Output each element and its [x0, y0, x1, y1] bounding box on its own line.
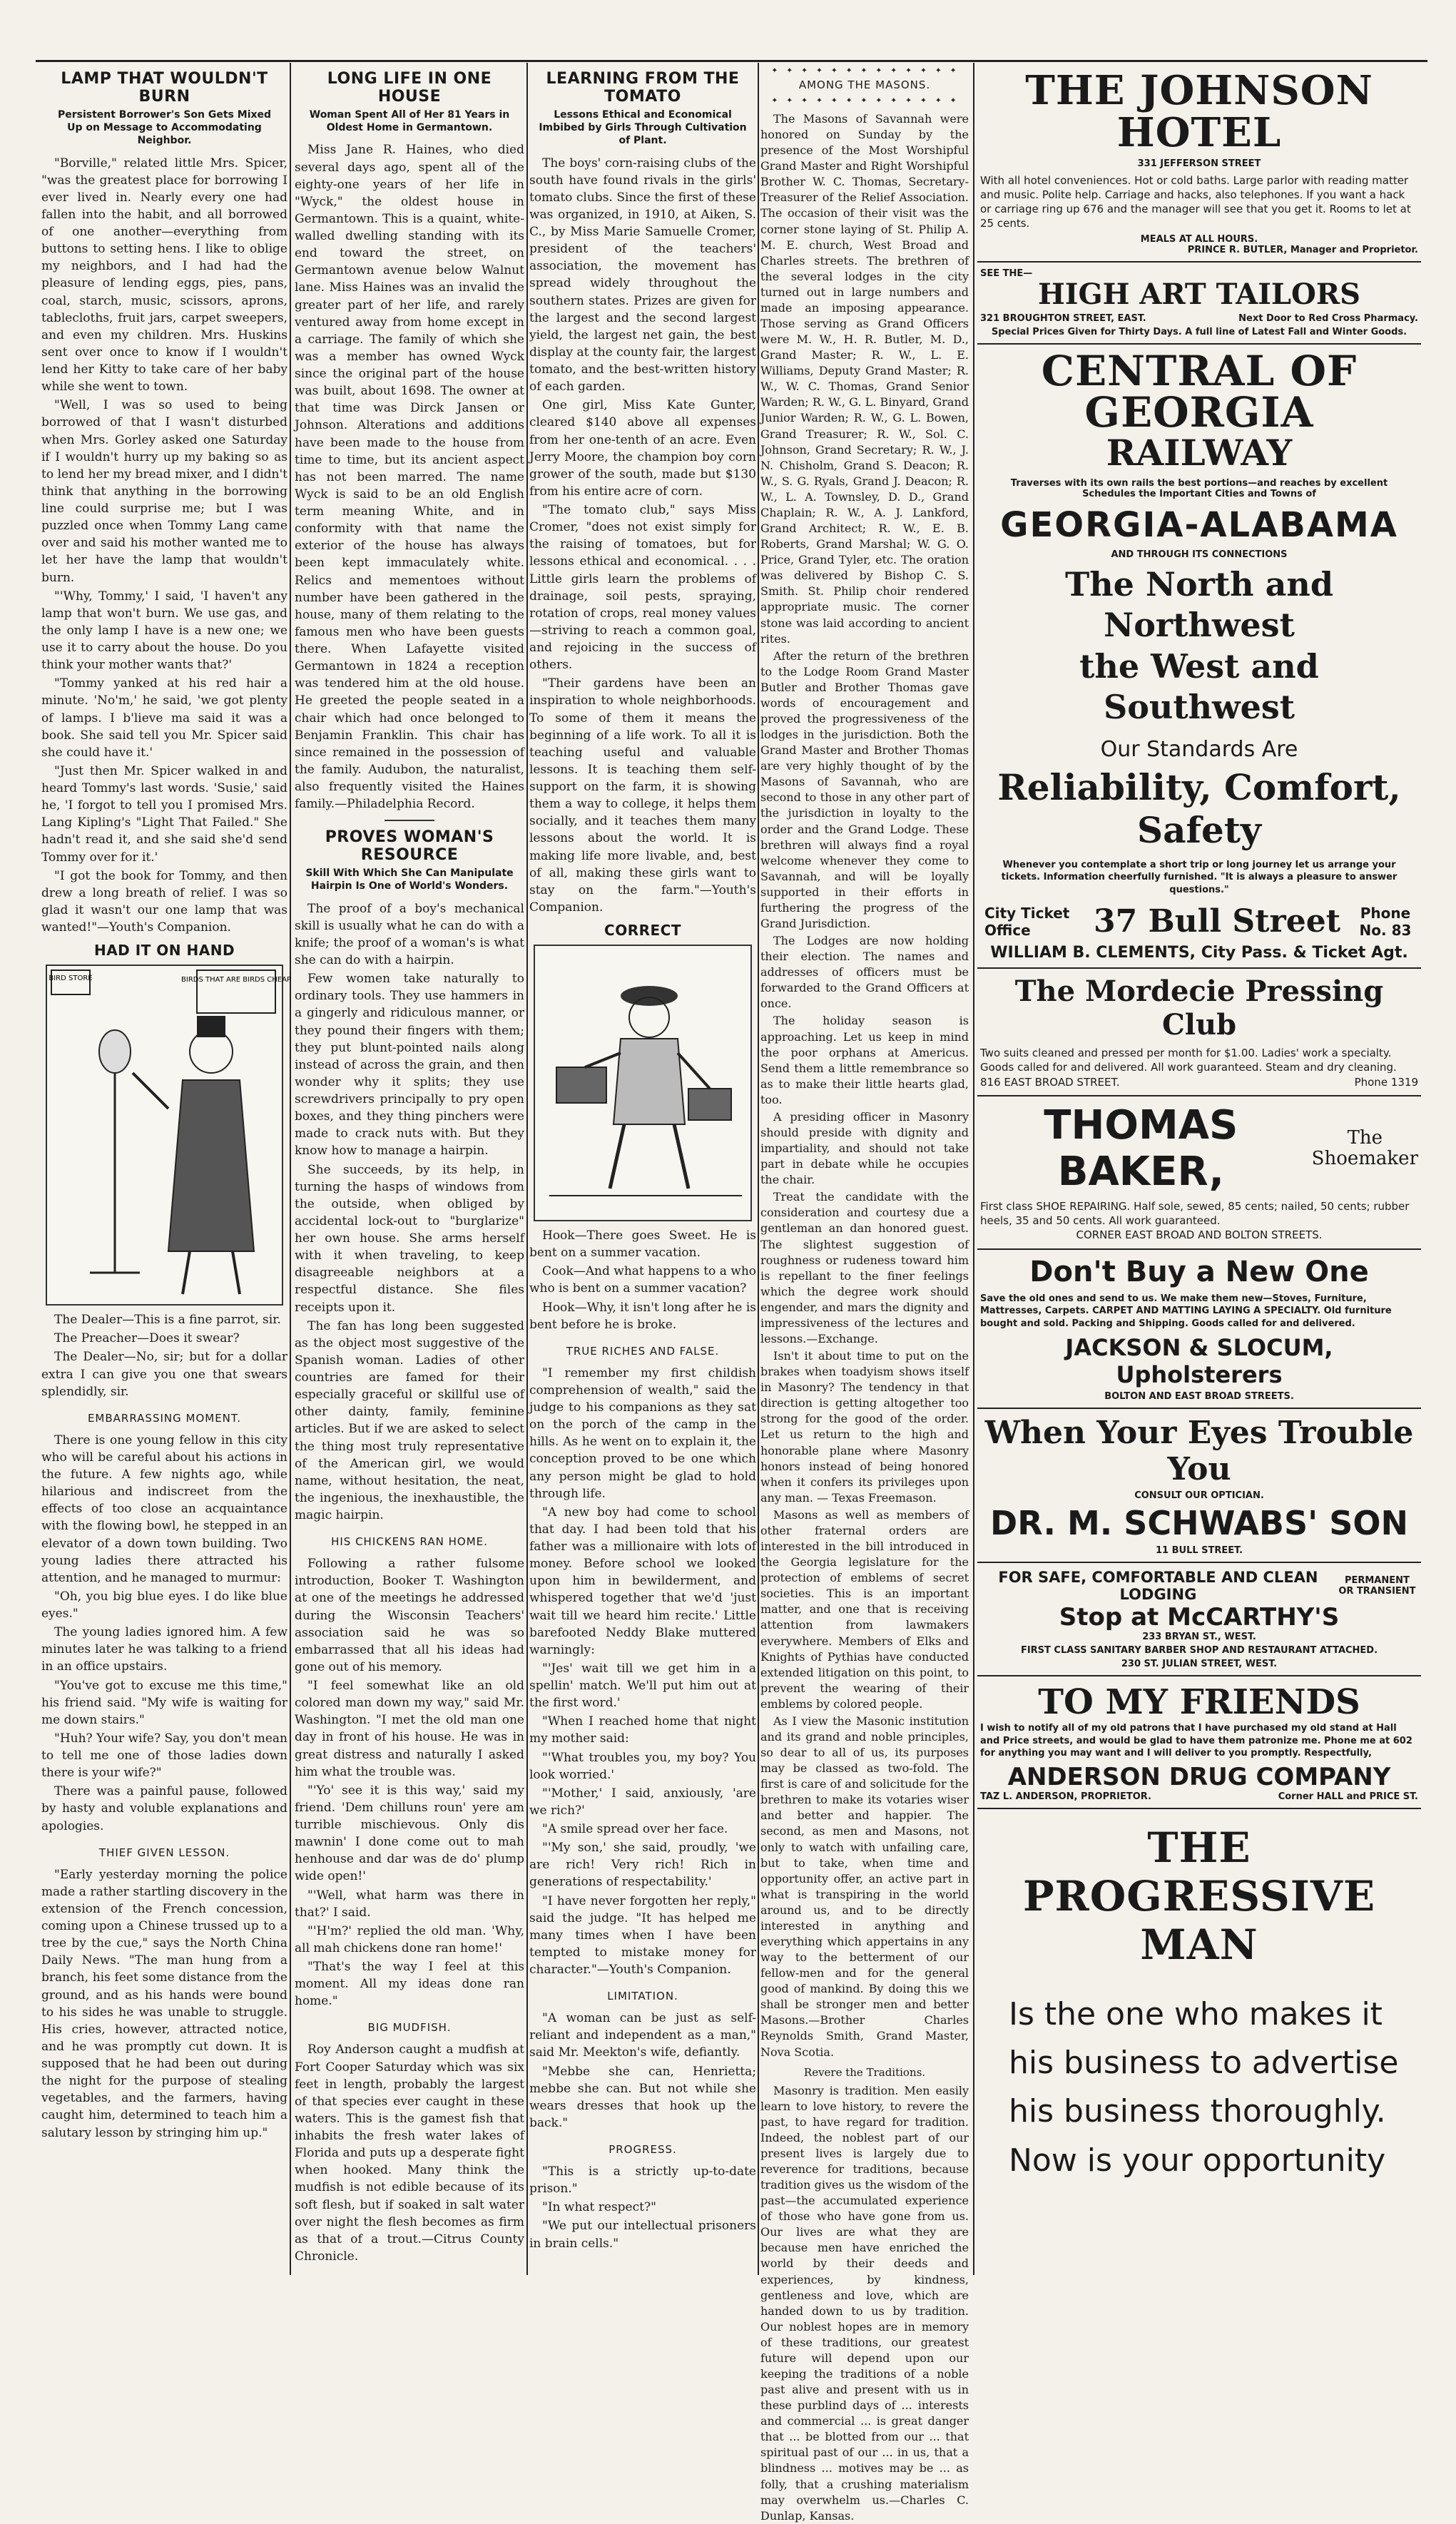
ad-headline: Reliability, Comfort, Safety	[997, 765, 1401, 851]
article-body	[529, 2010, 756, 2132]
ad-headline: GEORGIA-ALABAMA	[1000, 504, 1398, 545]
ad-address: BOLTON AND EAST BROAD STREETS.	[1104, 1391, 1294, 1403]
paragraph: "'Jes' wait till we get him in a spellin' match. We'll put him out at the first word.'	[529, 1661, 756, 1711]
ad-address: 816 EAST BROAD STREET.	[980, 1075, 1120, 1089]
parrot-cartoon-illustration	[47, 966, 291, 1301]
jackson-slocum-ad	[977, 1250, 1421, 1410]
paragraph: "I have never forgotten her reply," said the judge. "It has helped me many times when I have been tempted to mistake money for character."—Youth's Companion.	[529, 1893, 756, 1978]
article-subtitle: Lessons Ethical and Economical Imbibed by Girls Through Cultivation of Plant.	[539, 109, 747, 147]
ad-headline: When Your Eyes Trouble You	[984, 1415, 1414, 1488]
ad-address: 11 BULL STREET.	[1155, 1545, 1243, 1557]
paragraph: "Borville," related little Mrs. Spicer, "was the greatest place for borrowing I ever lived in. Nearly every one had fallen into the habit, and all borrowed of one another—everything from buttons to setting hens. I like to oblige my neighbors, and I had had the pleasure of lending eggs, pies, pans, coal, starch, music, scissors, aprons, tablecloths, fruit jars, carpet sweepers, and even my children. Mrs. Huskins sent over once to know if I wouldn't lend her Kitty to take care of her baby while she went to town.	[41, 156, 287, 395]
article-body	[41, 1866, 287, 2142]
article-title: TRUE RICHES AND FALSE.	[566, 1344, 720, 1358]
paragraph: "Mebbe she can, Henrietta; mebbe she can. But not while she wears dresses that hook up the back."	[529, 2064, 756, 2130]
paragraph: "When I reached home that night my mother said:	[529, 1714, 756, 1746]
ad-text: Traverses with its own rails the best portions—and reaches by excellent Schedules the Important Cities and Towns of	[1010, 477, 1388, 499]
high-art-tailors-ad	[977, 263, 1421, 345]
johnson-hotel-ad	[977, 64, 1421, 263]
paragraph: "'Why, Tommy,' I said, 'I haven't any lamp that won't burn. We use gas, and the only lamp I have is a new one; we use it to carry about the house. Do you think your mother wants that?'	[41, 589, 287, 673]
column-rule	[973, 63, 974, 2275]
ad-headline: THE PROGRESSIVE MAN	[1022, 1823, 1376, 1970]
article-title: LONG LIFE IN ONE HOUSE	[327, 70, 492, 106]
advertisements-column	[977, 64, 1421, 2269]
paragraph: The holiday season is approaching. Let us keep in mind the poor orphans at Americus. Send them a little remembrance so as to make their little hearts glad, too.	[760, 1014, 969, 1106]
paragraph: Roy Anderson caught a mudfish at Fort Cooper Saturday which was six feet in length, probably the largest of that species ever caught in these waters. This is the gamest fish that inhabits the fresh water lakes of Florida and puts up a desperate fight when hooked. Many think the mudfish is not edible because of its soft flesh, but if soaked in salt water over night the flesh becomes as firm as that of a trout.—Citrus County Chronicle.	[295, 2042, 524, 2264]
paragraph: After the return of the brethren to the Lodge Room Grand Master Butler and Brother Thomas gave words of encouragement and proved the progressiveness of the lodges in the jurisdiction. Both the Grand Master and Brother Thomas are very highly thought of by the Masons of Savannah, who are second to those in any other part of the jurisdiction in loyalty to the order and the Grand Lodge. These brethren will always find a royal welcome whenever they come to Savannah, and will be loyally supported in their efforts in furthering the progress of the Grand Jurisdiction.	[760, 648, 969, 930]
paragraph: Hook—Why, it isn't long after he is bent before he is broke.	[529, 1300, 756, 1332]
ad-headline: DR. M. SCHWABS' SON	[990, 1504, 1408, 1543]
column-1	[41, 64, 291, 2269]
paragraph: "Tommy yanked at his red hair a minute. 'No'm,' he said, 'we got plenty of lamps. I b'lieve ma said it was a book. She said tell you Mr. Spicer said she could have it.'	[41, 676, 287, 760]
column-2	[295, 64, 524, 2269]
ad-text: SEE THE—	[980, 268, 1033, 279]
ad-address-row	[980, 1075, 1418, 1089]
cartoon-caption	[529, 1227, 756, 1333]
traveler-cartoon-illustration	[535, 946, 750, 1217]
mordecie-pressing-club-ad	[977, 969, 1421, 1096]
ad-headline: TO MY FRIENDS	[1038, 1682, 1360, 1723]
ad-text: FIRST CLASS SANITARY BARBER SHOP AND RESTAURANT ATTACHED.	[1020, 1645, 1378, 1657]
ad-text: Phone 1319	[1354, 1075, 1418, 1089]
article-title: LAMP THAT WOULDN'T BURN	[61, 70, 268, 106]
paragraph: One girl, Miss Kate Gunter, cleared $140 above all expenses from her one-tenth of an acre. Even Jerry Moore, the champion boy corn grower of the south, made but $130 from his entire acre of corn.	[529, 398, 756, 499]
star-border: ✦ ✦ ✦ ✦ ✦ ✦ ✦ ✦ ✦ ✦ ✦ ✦ ✦	[771, 94, 958, 106]
ad-headline: Don't Buy a New One	[1029, 1255, 1369, 1288]
ad-text: Two suits cleaned and pressed per month for $1.00. Ladies' work a specialty. Goods called for and delivered. All work guaranteed. Steam and dry cleaning.	[980, 1047, 1397, 1074]
ad-text: Phone No. 83	[1359, 904, 1412, 939]
progressive-man-ad	[977, 1809, 1421, 2191]
ad-text: WILLIAM B. CLEMENTS, City Pass. & Ticket Agt.	[990, 944, 1408, 962]
article-body	[295, 900, 524, 1525]
railway-name: RAILWAY	[1106, 431, 1293, 474]
paragraph: The boys' corn-raising clubs of the south have found rivals in the girls' tomato clubs. Since the first of these was organized, in 1910, at Aiken, S. C., by Miss Marie Samuelle Cromer, president of the teachers' association, the movement has spread widely throughout the southern states. Prizes are given for the largest and the second largest yield, the largest net gain, the best display at the county fair, the largest tomato, and the best-written history of each garden.	[529, 156, 756, 395]
paragraph: "A smile spread over her face.	[542, 1822, 728, 1837]
column-rule	[290, 63, 291, 2275]
ad-headline: HIGH ART TAILORS	[1037, 277, 1361, 311]
article-body	[529, 2163, 756, 2252]
ad-headline-row	[980, 1569, 1418, 1603]
paragraph: "'What troubles you, my boy? You look worried.'	[529, 1750, 756, 1782]
paragraph: "Their gardens have been an inspiration to whole neighborhoods. To some of them it means the beginning of a life work. To all it is teaching useful and valuable lessons. It is teaching them self-support on the farm, it is showing them a way to college, it helps them socially, and it teaches them many lessons about the world. It is making life more livable, and, best of all, making these girls want to stay on the farm."—Youth's Companion.	[529, 676, 756, 915]
paragraph: "'Yo' see it is this way,' said my friend. 'Dem chilluns roun' yere am turrible mischievous. Only dis mawnin' I done come out to mah henhouse and dar was de do' plump wide open!'	[295, 1783, 524, 1884]
cartoon-title: CORRECT	[604, 922, 681, 940]
star-border: ✦ ✦ ✦ ✦ ✦ ✦ ✦ ✦ ✦ ✦ ✦ ✦ ✦	[771, 64, 958, 76]
paragraph: "You've got to excuse me this time," his friend said. "My wife is waiting for me down stairs."	[41, 1678, 287, 1727]
paragraph: Cook—And what happens to a who who is bent on a summer vacation?	[529, 1264, 756, 1296]
article-title: BIG MUDFISH.	[367, 2021, 452, 2035]
ad-headline: THOMAS BAKER,	[1044, 1101, 1238, 1195]
article-subtitle: Woman Spent All of Her 81 Years in Oldest Home in Germantown.	[309, 109, 510, 134]
ad-text: TAZ L. ANDERSON, PROPRIETOR.	[980, 1791, 1151, 1803]
ad-text: AND THROUGH ITS CONNECTIONS	[1111, 549, 1288, 560]
column-rule	[526, 63, 528, 2275]
article-subtitle: Skill With Which She Can Manipulate Hairpin Is One of World's Wonders.	[305, 867, 514, 892]
article-title: THIEF GIVEN LESSON.	[98, 1846, 230, 1859]
paragraph: "That's the way I feel at this moment. All my ideas done ran home."	[295, 1960, 524, 2009]
ad-text: PRINCE R. BUTLER, Manager and Proprietor.	[1187, 244, 1418, 255]
subsection-title: Revere the Traditions.	[803, 2065, 926, 2079]
ad-text	[980, 1990, 1418, 2185]
ad-text: With all hotel conveniences. Hot or cold baths. Large parlor with reading matter and music. Polite help. Carriage and hacks, also telephones. If you want a hack or carriage ring up 676 and the manager will see that you get it. Rooms to let at 25 cents.	[980, 173, 1411, 230]
paragraph: "Well, I was so used to being borrowed of that I wasn't disturbed when Mrs. Gorley asked one Saturday if I wouldn't hurry up my baking so as to lend her my bread mixer, and I didn't think that anything in the borrowing line could surprise me; but I was puzzled once when Tommy Lang came over and said his mother wanted me to let her have the lamp that wouldn't burn.	[41, 398, 287, 585]
ad-text: The	[1347, 1127, 1383, 1149]
ad-text: MEALS AT ALL HOURS.	[1140, 233, 1258, 245]
paragraph: Few women take naturally to ordinary tools. They use hammers in a gingerly and ridiculous manner, or they pound their fingers with them; they put blunt-pointed nails along instead of across the grain, and then wonder why it splits; they use screwdrivers principally to pry open boxes, and they thing pinchers were made to crack nuts with. But they know how to manage a hairpin.	[295, 972, 524, 1159]
paragraph: "'H'm?' replied the old man. 'Why, all mah chickens done ran home!'	[295, 1923, 524, 1955]
central-of-georgia-railway-ad	[977, 345, 1421, 970]
thomas-baker-ad	[977, 1096, 1421, 1250]
paragraph: "This is a strictly up-to-date prison."	[529, 2164, 756, 2197]
ad-address: 331 JEFFERSON STREET	[1137, 158, 1261, 169]
ad-line: his business thoroughly.	[1009, 2093, 1386, 2130]
ad-text: Next Door to Red Cross Pharmacy.	[1238, 312, 1418, 324]
cartoon-caption	[41, 1311, 287, 1400]
caption-line: The Preacher—Does it swear?	[54, 1331, 240, 1346]
paragraph: The fan has long been suggested as the object most suggestive of the Spanish woman. Ladies of other countries are famed for their especially graceful or skillful use of other dainty, family, feminine articles. But if we are asked to select the thing most truly representative of the American girl, we would name, without hesitation, the neat, the ingenious, the inexhaustible, the magic hairpin.	[295, 1318, 524, 1522]
paragraph: "We put our intellectual prisoners in brain cells."	[529, 2219, 756, 2251]
paragraph: "'My son,' she said, proudly, 'we are rich! Very rich! Rich in generations of respectability.'	[529, 1841, 756, 1890]
paragraph: "The tomato club," says Miss Cromer, "does not exist simply for the raising of tomatoes, but for lessons ethical and economical. . . . Little girls learn the problems of drainage, soil pests, spraying, rotation of crops, real money values—striving to reach a common goal, and rejoicing in the success of others.	[529, 503, 756, 673]
ad-address-row	[980, 1791, 1418, 1802]
article-subtitle: Persistent Borrower's Son Gets Mixed Up on Message to Accommodating Neighbor.	[57, 109, 272, 147]
ad-address: Corner HALL and PRICE ST.	[1278, 1791, 1418, 1803]
ad-text: CONSULT OUR OPTICIAN.	[1134, 1490, 1264, 1502]
article-body	[529, 155, 756, 917]
caption-line: The Dealer—No, sir; but for a dollar extra I can give you one that swears splendidly, sir.	[41, 1350, 287, 1399]
mccarthy-lodging-ad	[977, 1563, 1421, 1676]
paragraph: Isn't it about time to put on the brakes when toadyism shows itself in Masonry? The tendency in that direction is getting altogether too strong for the good of the order. Let us return to the high and honorable plane where Masonry honors instead of being honored when it confers its privileges upon any man. — Texas Freemason.	[760, 1349, 969, 1505]
column-4	[760, 64, 969, 2523]
paragraph: Masonry is tradition. Men easily learn to love history, to revere the past, to have regard for tradition. Indeed, the noblest part of our present lives is largely due to reverence for traditions, because tradition gives us the wisdom of the past—the accumulated experience of those who have gone from us. Our lives are what they are because men have enriched the world by their deeds and experiences, by kindness, gentleness and love, which are handed down to us by tradition. Our noblest hopes are in memory of these traditions, our greatest future will depend upon our keeping the traditions of a noble past alive and present with us in these purblind days of ... interests and commercial ... is great danger that ... be blotted from our ... that spiritual past of our ... in us, that a blindness ... motives may be ... as folly, that a crushing materialism may overwhelm us.—Charles C. Dunlap, Kansas.	[760, 2083, 969, 2523]
ad-text: Shoemaker	[1311, 1147, 1418, 1169]
article-body	[760, 2083, 969, 2524]
paragraph: The Lodges are now holding their election. The names and addresses of officers must be forwarded to the Grand Officers at once.	[760, 934, 969, 1011]
paragraph: "I remember my first childish comprehension of wealth," said the judge to his companions as they sat on the porch of the camp in the hills. As he went on to explain it, the conception proved to be one which any person might be glad to hold through life.	[529, 1365, 756, 1501]
paragraph: "A new boy had come to school that day. I had been told that his father was a millionaire with lots of money. Before school we looked upon him in bewilderment, and whispered together that we'd 'just wait till we heard him recite.' Little barefooted Neddy Blake muttered warningly:	[529, 1505, 756, 1657]
ad-text: First class SHOE REPAIRING. Half sole, sewed, 85 cents; nailed, 50 cents; rubber heels, 35 and 50 cents. All work guaranteed.	[980, 1199, 1410, 1228]
article-body	[41, 155, 287, 937]
ad-address: CORNER EAST BROAD AND BOLTON STREETS.	[1076, 1228, 1323, 1242]
article-body	[295, 2041, 524, 2265]
article-title: AMONG THE MASONS.	[798, 78, 931, 91]
ad-line: Now is your opportunity	[1009, 2142, 1386, 2179]
paragraph: "'Well, what harm was there in that?' I said.	[295, 1888, 524, 1920]
paragraph: "I got the book for Tommy, and then drew a long breath of relief. I was so glad it wasn't our one lamp that was wanted!"—Youth's Companion.	[41, 868, 287, 935]
railway-name: CENTRAL OF GEORGIA	[1041, 346, 1358, 437]
ad-headline: ANDERSON DRUG COMPANY	[1007, 1763, 1391, 1792]
article-body	[760, 111, 969, 2060]
ad-address: 230 ST. JULIAN STREET, WEST.	[1121, 1659, 1278, 1670]
ad-address: 233 BRYAN ST., WEST.	[1142, 1632, 1256, 1643]
paragraph: There is one young fellow in this city who will be careful about his actions in the future. A few nights ago, while hilarious and indiscreet from the effects of too close an acquaintance with the flowing bowl, he stepped in an elevator of a down town building. Two young ladies there attracted his attention, and he managed to murmur:	[41, 1433, 287, 1585]
ad-headline: The Mordecie Pressing Club	[1014, 975, 1384, 1042]
divider	[385, 820, 434, 821]
anderson-drug-ad	[977, 1676, 1421, 1809]
ad-headline: the West and Southwest	[1079, 646, 1319, 727]
article-title: LEARNING FROM THE TOMATO	[546, 70, 740, 106]
ad-text: Save the old ones and send to us. We make them new—Stoves, Furniture, Mattresses, Carpets. CARPET AND MATTING LAYING A SPECIALTY. Old furniture bought and sold. Packing and Shipping. Goods called for and delivered.	[980, 1293, 1392, 1329]
paragraph: There was a painful pause, followed by hasty and voluble explanations and apologies.	[41, 1784, 287, 1833]
paragraph: Treat the candidate with the consideration and courtesy due a gentleman an dan honored guest. The slightest suggestion of roughness or rudeness toward him is repellant to the finer feelings which the degree work should engender, and mars the dignity and impressiveness of the lectures and lessons.—Exchange.	[760, 1190, 969, 1346]
ad-text: Our Standards Are	[1100, 736, 1298, 762]
article-body	[295, 141, 524, 813]
ticket-office-row	[980, 903, 1418, 940]
cartoon-title: HAD IT ON HAND	[93, 942, 235, 960]
caption-line: The Dealer—This is a fine parrot, sir.	[54, 1313, 281, 1328]
ad-text	[1312, 1128, 1418, 1169]
ad-headline-row	[980, 1102, 1418, 1195]
ad-text: I wish to notify all of my old patrons that I have purchased my old stand at Hall and Price streets, and would be glad to have them patronize me. Phone me at 602 for anything you may want and I will deliver to you promptly. Respectfully,	[980, 1723, 1412, 1759]
paragraph: "'Mother,' I said, anxiously, 'are we rich?'	[529, 1786, 756, 1818]
ad-text: Special Prices Given for Thirty Days. A full line of Latest Fall and Winter Goods.	[991, 326, 1407, 337]
ad-headline: The North and Northwest	[1064, 564, 1334, 645]
article-body	[41, 1432, 287, 1835]
ad-address-row	[980, 313, 1418, 324]
column-rule	[758, 63, 759, 2275]
schwab-optician-ad	[977, 1409, 1421, 1563]
column-3	[529, 64, 756, 2269]
paragraph: "Oh, you big blue eyes. I do like blue eyes."	[41, 1589, 287, 1622]
article-body	[295, 1555, 524, 2010]
ad-headline: 37 Bull Street	[1093, 903, 1341, 940]
cartoon-sign: BIRD STORE	[49, 975, 93, 983]
paragraph: "I feel somewhat like an old colored man down my way," said Mr. Washington. "I met the old man one day in front of his house. He was in great distress and naturally I asked him what the trouble was.	[295, 1679, 524, 1779]
paragraph: "Just then Mr. Spicer walked in and heard Tommy's last words. 'Susie,' said he, 'I forgot to tell you I promised Mrs. Lang Kipling's "Light That Failed." She hadn't read it, and she said she'd send Tommy over for it.'	[41, 763, 287, 865]
ad-headline: THE JOHNSON HOTEL	[1025, 67, 1373, 156]
paragraph: Miss Jane R. Haines, who died several days ago, spent all of the eighty-one years of her life in "Wyck," the oldest house in Germantown. This is a quaint, white-walled dwelling standing with its end toward the street, on Germantown avenue below Walnut lane. Miss Haines was an invalid the greater part of her life, and rarely ventured away from home except in a carriage. The family of which she was a member has owned Wyck since the original part of the house was built, about 1698. The owner at that time was Dirck Jansen or Johnson. Alterations and additions have been made to the house from time to time, but its ancient aspect has not been marred. The name Wyck is said to be an old English term meaning White, and in conformity with that name the exterior of the house has always been kept immaculately white. Relics and mementoes without number have been gathered in the house, many of them relating to the famous men who have been guests there. When Lafayette visited Germantown in 1824 a reception was tendered him at the old house. He greeted the people seated in a chair which had once belonged to Benjamin Franklin. This chair has since remained in the possession of the family. Audubon, the naturalist, also frequently visited the Haines family.—Philadelphia Record.	[295, 143, 524, 812]
paragraph: Hook—There goes Sweet. He is bent on a summer vacation.	[529, 1228, 756, 1261]
paragraph: The proof of a boy's mechanical skill is usually what he can do with a knife; the proof of a woman's is what she can do with a hairpin.	[295, 901, 524, 967]
ad-line: his business to advertise	[1009, 2045, 1399, 2082]
traveler-cartoon	[534, 945, 752, 1221]
paragraph: As I view the Masonic institution and its grand and noble principles, so dear to all of us, its purposes may be classed as two-fold. The first is care of and solicitude for the brethren to make its votaries wiser and better and happier. The second, as men and Masons, not only to watch with unfailing care, but to take, when time and opportunity offer, an active part in what is transpiring in the world around us, and to be directly interested in anything and everything which appertains in any way to the betterment of our fellow-men and for the general good of mankind. By doing this we shall be stronger men and better Masons.—Brother Charles Reynolds Smith, Grand Master, Nova Scotia.	[760, 1714, 969, 2059]
parrot-cartoon	[46, 965, 291, 1306]
article-title: LIMITATION.	[607, 1990, 678, 2003]
paragraph: Masons as well as members of other fraternal orders are interested in the bill introduced in the Georgia legislature for the protection of emblems of secret societies. This is an important matter, and one that is receiving attention from lawmakers everywhere. Members of Elks and Knights of Pythias have conducted extended litigation on this point, to prevent the wearing of their emblems by colored people.	[760, 1507, 969, 1711]
paragraph: A presiding officer in Masonry should preside with dignity and impartiality, and should not take part in debate while he occupies the chair.	[760, 1109, 969, 1187]
article-body	[529, 1365, 756, 1978]
article-title: HIS CHICKENS RAN HOME.	[331, 1535, 488, 1549]
paragraph: "Huh? Your wife? Say, you don't mean to tell me one of those ladies down there is your wife?"	[41, 1731, 287, 1781]
ad-address: 321 BROUGHTON STREET, EAST.	[980, 312, 1146, 324]
ad-headline: Stop at McCARTHY'S	[1059, 1603, 1340, 1632]
paragraph: "In what respect?"	[542, 2200, 656, 2215]
ad-text: PERMANENT OR TRANSIENT	[1338, 1575, 1416, 1597]
article-title: PROVES WOMAN'S RESOURCE	[325, 828, 494, 865]
paragraph: She succeeds, by its help, in turning the hasps of windows from the outside, when obliged by accidental lock-out to "burglarize" her own house. She arms herself with it when traveling, to keep disagreeable neighbors at a respectful distance. She files receipts upon it.	[295, 1162, 524, 1315]
ad-text: FOR SAFE, COMFORTABLE AND CLEAN LODGING	[998, 1569, 1318, 1604]
ad-line: Is the one who makes it	[1009, 1996, 1383, 2033]
article-title: EMBARRASSING MOMENT.	[87, 1411, 242, 1425]
ad-text: Whenever you contemplate a short trip or long journey let us arrange your tickets. Information cheerfully furnished. "It is always a pleasure to answer questions."	[1001, 859, 1398, 895]
paragraph: The Masons of Savannah were honored on Sunday by the presence of the Most Worshipful Grand Master and Right Worshipful Brother W. C. Thomas, Secretary-Treasurer of the Relief Association. The occasion of their visit was the corner stone laying of St. Philip A. M. E. church, West Broad and Charles streets. The brethren of the several lodges in the city turned out in large numbers and made an imposing appearance. Those serving as Grand Officers were M. W., H. R. Butler, M. D., Grand Master; R. W., L. E. Williams, Deputy Grand Master; R. W., W. C. Thomas, Grand Senior Warden; R. W., G. L. Binyard, Grand Junior Warden; R. W., G. L. Bowen, Grand Treasurer; R. W., Sol. C. Johnson, Grand Secretary; R. W., J. N. Chisholm, Grand S. Deacon; R. W., S. G. Ryals, Grand J. Deacon; R. W., L. A. Townsley, D. D., Grand Chaplain; R. W., A. J. Lankford, Grand Architect; R. W., E. B. Roberts, Grand Marshal; W. G. O. Price, Grand Tyler, etc. The oration was delivered by Bishop C. S. Smith. St. Philip choir rendered appropriate music. The corner stone was laid according to ancient rites.	[760, 112, 969, 646]
article-title: PROGRESS.	[609, 2143, 677, 2157]
ad-headline: JACKSON & SLOCUM, Upholsterers	[1065, 1334, 1333, 1389]
paragraph: "Early yesterday morning the police made a rather startling discovery in the extension of the French concession, coming upon a Chinese trussed up to a tree by the cue," says the North China Daily News. "The man hung from a branch, his feet some distance from the ground, and as his hands were bound to his sides he was unable to struggle. His cries, however, attracted notice, and he was promptly cut down. It is supposed that he had been out during the night for the purpose of stealing vegetables, and the farmers, having caught him, determined to teach him a salutary lesson by stringing him up."	[41, 1867, 287, 2140]
top-rule	[36, 60, 1427, 62]
paragraph: Following a rather fulsome introduction, Booker T. Washington at one of the meetings he addressed during the Wisconsin Teachers' association said he was so embarrassed that all his ideas had gone out of his memory.	[295, 1557, 524, 1674]
ad-text: City Ticket Office	[984, 904, 1070, 939]
paragraph: "A woman can be just as self-reliant and independent as a man," said Mr. Meekton's wife, defiantly.	[529, 2011, 756, 2060]
cartoon-sign: BIRDS THAT ARE BIRDS CHEAP	[181, 976, 291, 984]
paragraph: The young ladies ignored him. A few minutes later he was talking to a friend in an office upstairs.	[41, 1625, 287, 1674]
